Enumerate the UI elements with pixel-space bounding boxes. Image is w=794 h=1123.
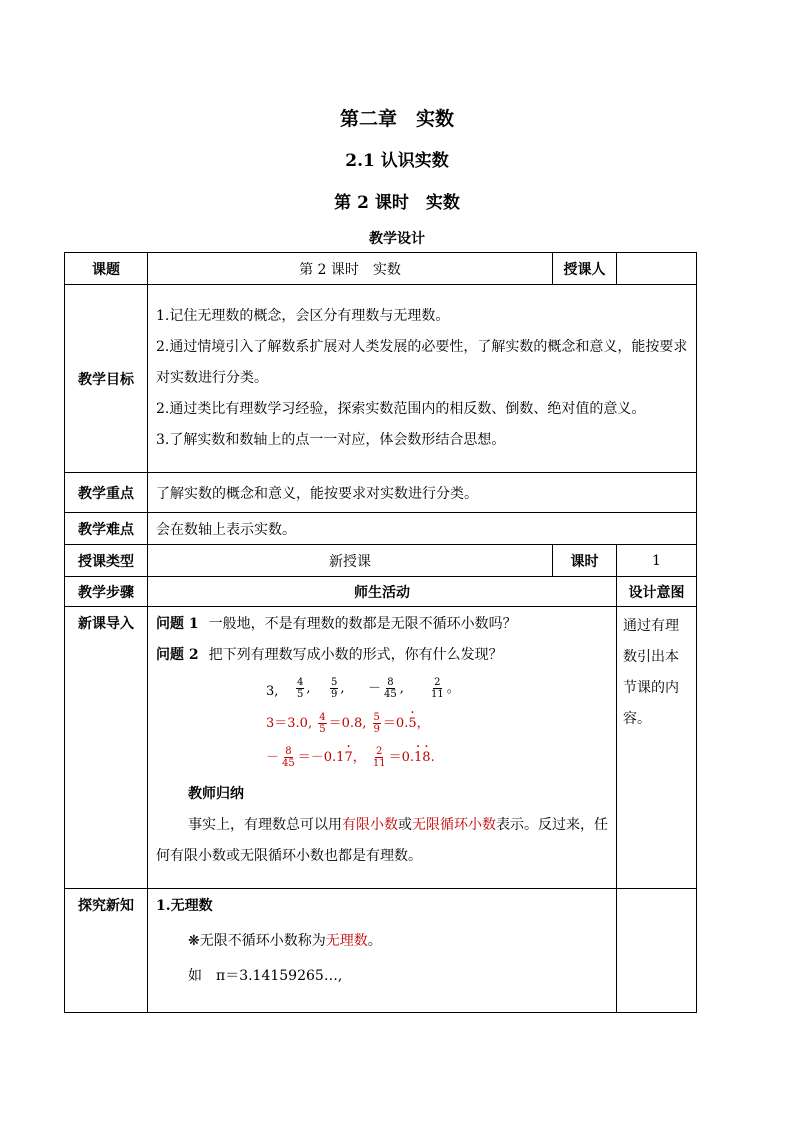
lesson-plan-table: [64, 252, 697, 1013]
topic-label: 课题: [65, 253, 148, 285]
fraction-denominator: 11: [372, 758, 386, 769]
fraction-numerator: 5: [373, 712, 380, 723]
question-2-label: 问题 2: [156, 647, 199, 663]
answer-3: 3＝3.0,: [266, 716, 313, 731]
fraction-numerator: 5: [331, 677, 338, 688]
question-2: [156, 640, 608, 671]
answer-2-11: ＝0.: [388, 750, 415, 765]
objective-item: 1.记住无理数的概念，会区分有理数与无理数。: [156, 308, 450, 324]
fraction-numerator: 4: [319, 712, 326, 723]
fraction-denominator: 5: [297, 689, 304, 700]
row-explore: [65, 889, 697, 1013]
row-difficulty: [65, 513, 697, 545]
row-objectives: [65, 285, 697, 473]
objective-item: 2.通过类比有理数学习经验，探索实数范围内的相反数、倒数、绝对值的意义。: [156, 401, 646, 417]
irrational-definition: [156, 926, 608, 957]
teacher-summary-text: [156, 810, 608, 872]
summary-part: 或: [398, 817, 412, 833]
number-3: 3,: [266, 684, 279, 699]
decimal-answer-line-2: [156, 741, 608, 775]
summary-part: 事实上，有理数总可以用: [188, 817, 342, 833]
fraction-numerator: 2: [434, 677, 441, 688]
teacher-summary-title: 教师归纳: [188, 786, 244, 802]
fraction-numerator: 4: [297, 677, 304, 688]
summary-highlight: 有限小数: [342, 817, 398, 833]
teacher-value: [617, 253, 697, 285]
fraction-minus-8-45: － $\frac{8}{45}$ ,: [368, 677, 404, 700]
difficulty-text: 会在数轴上表示实数。: [148, 513, 697, 545]
activity-header: 师生活动: [148, 577, 617, 607]
repeating-digit: · 8: [422, 741, 430, 775]
intro-label: 新课导入: [65, 607, 148, 889]
definition-highlight: 无理数: [325, 933, 368, 949]
fraction-4-5: $\frac{4}{5}$ ,: [297, 677, 311, 700]
teacher-label: 授课人: [553, 253, 617, 285]
objective-item: 2.通过情境引入了解数系扩展对人类发展的必要性，了解实数的概念和意义，能按要求对实数进行分类。: [156, 339, 688, 386]
intro-intent: 通过有理数引出本节课的内容。: [617, 607, 697, 889]
rational-number-list: [156, 671, 608, 707]
summary-highlight: 无限循环小数: [412, 817, 496, 833]
repeating-digit: · 5: [408, 707, 416, 741]
lesson-type-value: 新授课: [148, 545, 553, 577]
answer-separator: ，: [352, 750, 366, 765]
question-1: [156, 609, 608, 640]
fraction-denominator: 9: [373, 724, 380, 735]
explore-label: 探究新知: [65, 889, 148, 1013]
list-end: 。: [446, 681, 460, 696]
question-1-label: 问题 1: [156, 616, 199, 632]
fraction-numerator: 2: [376, 746, 383, 757]
row-topic: [65, 253, 697, 285]
section-title: 2.1 认识实数: [345, 151, 449, 171]
key-point-text: 了解实数的概念和意义，能按要求对实数进行分类。: [148, 473, 697, 513]
hours-value: 1: [617, 545, 697, 577]
objectives-label: 教学目标: [65, 285, 148, 473]
repeating-digit: · 1: [414, 741, 422, 775]
lesson-title: 第 2 课时 实数: [334, 193, 460, 213]
fraction-numerator: 8: [387, 677, 394, 688]
decimal-answer-line-1: [156, 707, 608, 741]
objective-item: 3.了解实数和数轴上的点一一对应，体会数形结合思想。: [156, 432, 506, 448]
fraction-denominator: 5: [319, 724, 326, 735]
hours-label: 课时: [553, 545, 617, 577]
answer-2-11-end: .: [430, 750, 435, 765]
question-2-text: 把下列有理数写成小数的形式，你有什么发现？: [208, 647, 503, 663]
steps-header: 教学步骤: [65, 577, 148, 607]
answer-5-9-end: ，: [416, 716, 430, 731]
row-header: [65, 577, 697, 607]
fraction-denominator: 9: [331, 689, 338, 700]
fraction-numerator: 8: [285, 746, 292, 757]
minus-sign: －: [368, 681, 382, 696]
explore-heading: 1.无理数: [156, 898, 213, 914]
repeating-digit: · 7: [344, 741, 352, 775]
lesson-type-label: 授课类型: [65, 545, 148, 577]
fraction-denominator: 11: [431, 689, 444, 700]
row-intro: [65, 607, 697, 889]
explore-activity-cell: [148, 889, 617, 1013]
chapter-title: 第二章 实数: [339, 108, 454, 130]
fraction-2-11: [428, 677, 460, 700]
fraction-5-9: $\frac{5}{9}$ ,: [331, 677, 345, 700]
definition-part: 。: [367, 933, 382, 949]
fraction-denominator: 45: [384, 689, 397, 700]
intro-activity-cell: [148, 607, 617, 889]
answer-minus-8-45: ＝－0.1: [297, 750, 345, 765]
question-1-text: 一般地，不是有理数的数都是无限不循环小数吗？: [208, 616, 517, 632]
summary-part: 表示。反过来，任何有限小数或无限循环小数也都是有理数。: [156, 817, 608, 864]
answer-4-5: ＝0.8,: [328, 716, 367, 731]
answer-5-9: ＝0.: [382, 716, 409, 731]
pi-example: 如 π＝3.14159265…,: [188, 968, 343, 984]
row-key-point: [65, 473, 697, 513]
minus-sign: －: [266, 750, 280, 765]
intent-header: 设计意图: [617, 577, 697, 607]
objectives-cell: [148, 285, 697, 473]
definition-part: ❋无限不循环小数称为: [188, 933, 326, 949]
fraction-denominator: 45: [282, 758, 295, 769]
topic-value: 第 2 课时 实数: [148, 253, 553, 285]
design-title: 教学设计: [369, 231, 425, 247]
key-point-label: 教学重点: [65, 473, 148, 513]
explore-intent: [617, 889, 697, 1013]
row-lesson-type: [65, 545, 697, 577]
difficulty-label: 教学难点: [65, 513, 148, 545]
